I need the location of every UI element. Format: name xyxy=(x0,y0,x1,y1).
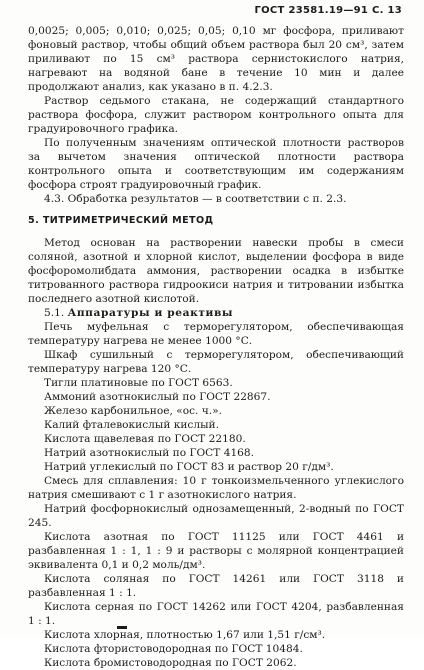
paragraph-calibration-graph: По полученным значениям оптической плотности растворов за вычетом значения оптической плотности раствора контрольного опыта и соответствующим им содержаниям фосфора строят градуировочный график. xyxy=(28,137,404,191)
list-item: Кислота серная по ГОСТ 14262 или ГОСТ 4204, разбавленная 1 : 1. xyxy=(28,601,404,627)
list-item: Кислота хлорная, плотностью 1,67 или 1,51 г/см³. xyxy=(44,629,326,641)
list-item: Шкаф сушильный с терморегулятором, обеспечивающий температуру нагрева 120 °С. xyxy=(28,349,404,375)
list-item: Натрий углекислый по ГОСТ 83 и раствор 20 г/дм³. xyxy=(44,461,334,473)
list-item: Кислота азотная по ГОСТ 11125 или ГОСТ 4461 и разбавленная 1 : 1, 1 : 9 и растворы с молярной концентрацией эквивалента 0,1 и 0,2 моль/дм³. xyxy=(28,531,404,571)
subheading-number: 5.1. xyxy=(44,307,65,319)
subheading-equipment xyxy=(28,306,404,320)
list-item: Калий фталевокислый кислый. xyxy=(44,419,219,431)
list-item: Кислота бромистоводородная по ГОСТ 2062. xyxy=(44,657,297,669)
paragraph-results-processing: 4.3. Обработка результатов — в соответствии с п. 2.3. xyxy=(44,193,347,205)
paragraph-calibration-solutions: 0,0025; 0,005; 0,010; 0,025; 0,05; 0,10 мг фосфора, приливают фоновый раствор, чтобы общий объем раствора был 20 см³, затем приливают по 15 см³ раствора сернистокислого натрия, нагревают на водяной бане в течение 10 мин и далее продолжают анализ, как указано в п. 4.2.3. xyxy=(28,25,404,93)
footer-dash-mark xyxy=(117,626,127,629)
list-item: Натрий азотнокислый по ГОСТ 4168. xyxy=(44,447,255,459)
list-item: Смесь для сплавления: 10 г тонкоизмельченного углекислого натрия смешивают с 1 г азотнокислого натрия. xyxy=(28,475,404,501)
list-item: Аммоний азотнокислый по ГОСТ 22867. xyxy=(44,391,271,403)
paragraph-method-description: Метод основан на растворении навески пробы в смеси соляной, азотной и хлорной кислот, выделении фосфора в виде фосфоромолибдата аммония, растворении осадка в избытке титрованного раствора гидроокиси натрия и титровании избытка последнего азотной кислотой. xyxy=(28,237,404,305)
list-item: Печь муфельная с терморегулятором, обеспечивающая температуру нагрева не менее 1000 °С. xyxy=(28,321,404,347)
list-item: Кислота фтористоводородная по ГОСТ 10484. xyxy=(44,643,303,655)
section-title: 5. ТИТРИМЕТРИЧЕСКИЙ МЕТОД xyxy=(28,215,214,226)
list-item: Кислота щавелевая по ГОСТ 22180. xyxy=(44,433,246,445)
list-item: Тигли платиновые по ГОСТ 6563. xyxy=(44,377,233,389)
document-body xyxy=(28,24,404,670)
paragraph-control-solution: Раствор седьмого стакана, не содержащий стандартного раствора фосфора, служит раствором контрольного опыта для градуировочного графика. xyxy=(28,95,404,135)
page-header: ГОСТ 23581.19—91 С. 13 xyxy=(254,5,402,16)
list-item: Кислота соляная по ГОСТ 14261 или ГОСТ 3118 и разбавленная 1 : 1. xyxy=(28,573,404,599)
list-item: Натрий фосфорнокислый однозамещенный, 2-водный по ГОСТ 245. xyxy=(28,503,404,529)
subheading-title: Аппаратуры и реактивы xyxy=(67,307,234,319)
list-item: Железо карбонильное, «ос. ч.». xyxy=(44,405,222,417)
